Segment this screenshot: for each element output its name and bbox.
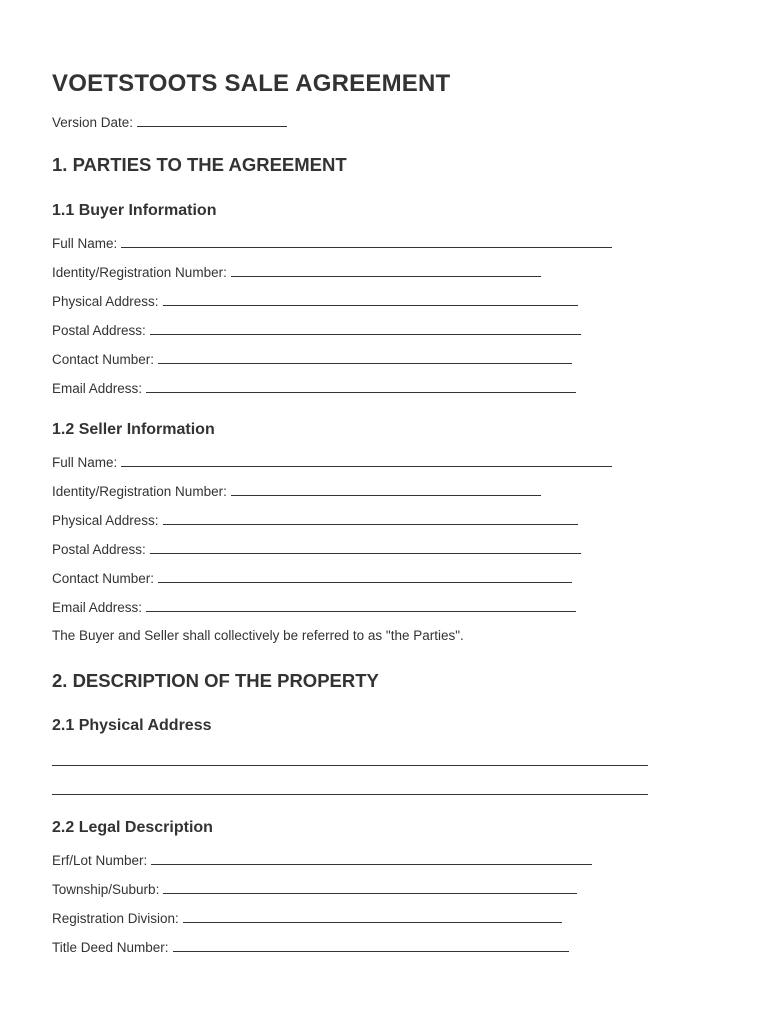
buyer-physical-address-field[interactable]: [163, 293, 578, 306]
legal-description-heading: 2.2 Legal Description: [52, 819, 213, 836]
seller-contact-number-row: [52, 570, 572, 586]
seller-contact-number-label: Contact Number:: [52, 571, 155, 586]
property-address-line-1: [52, 753, 648, 769]
buyer-id-number-label: Identity/Registration Number:: [52, 265, 227, 280]
title-deed-number-label: Title Deed Number:: [52, 940, 169, 955]
buyer-contact-number-label: Contact Number:: [52, 352, 155, 367]
buyer-full-name-row: [52, 235, 612, 251]
section-1-heading: 1. PARTIES TO THE AGREEMENT: [52, 154, 347, 175]
buyer-id-number-row: [52, 264, 541, 280]
township-suburb-label: Township/Suburb:: [52, 882, 160, 897]
seller-full-name-field[interactable]: [121, 454, 612, 467]
version-date-row: [52, 114, 287, 130]
physical-address-heading: 2.1 Physical Address: [52, 717, 212, 734]
seller-info-heading: 1.2 Seller Information: [52, 421, 215, 438]
version-date-label: Version Date:: [52, 115, 134, 130]
buyer-full-name-field[interactable]: [121, 235, 612, 248]
erf-lot-number-row: [52, 852, 592, 868]
seller-email-address-label: Email Address:: [52, 600, 143, 615]
erf-lot-number-label: Erf/Lot Number:: [52, 853, 148, 868]
seller-postal-address-field[interactable]: [150, 541, 581, 554]
seller-email-address-field[interactable]: [146, 599, 576, 612]
buyer-contact-number-field[interactable]: [158, 351, 572, 364]
township-suburb-row: [52, 881, 577, 897]
erf-lot-number-field[interactable]: [151, 852, 592, 865]
seller-email-address-row: [52, 599, 576, 615]
buyer-physical-address-label: Physical Address:: [52, 294, 159, 309]
registration-division-label: Registration Division:: [52, 911, 179, 926]
seller-id-number-label: Identity/Registration Number:: [52, 484, 227, 499]
seller-id-number-field[interactable]: [231, 483, 541, 496]
parties-note: The Buyer and Seller shall collectively be referred to as "the Parties".: [52, 628, 464, 643]
buyer-physical-address-row: [52, 293, 578, 309]
section-2-heading: 2. DESCRIPTION OF THE PROPERTY: [52, 670, 379, 691]
buyer-email-address-label: Email Address:: [52, 381, 143, 396]
buyer-id-number-field[interactable]: [231, 264, 541, 277]
buyer-postal-address-field[interactable]: [150, 322, 581, 335]
property-address-line-2: [52, 782, 648, 798]
title-deed-number-row: [52, 939, 569, 955]
buyer-full-name-label: Full Name:: [52, 236, 118, 251]
buyer-postal-address-label: Postal Address:: [52, 323, 146, 338]
township-suburb-field[interactable]: [163, 881, 577, 894]
property-address-field-2[interactable]: [52, 782, 648, 795]
buyer-postal-address-row: [52, 322, 581, 338]
buyer-info-heading: 1.1 Buyer Information: [52, 202, 217, 219]
title-deed-number-field[interactable]: [173, 939, 569, 952]
buyer-contact-number-row: [52, 351, 572, 367]
seller-id-number-row: [52, 483, 541, 499]
document-title: VOETSTOOTS SALE AGREEMENT: [52, 70, 451, 97]
seller-postal-address-row: [52, 541, 581, 557]
seller-postal-address-label: Postal Address:: [52, 542, 146, 557]
buyer-email-address-field[interactable]: [146, 380, 576, 393]
seller-physical-address-row: [52, 512, 578, 528]
seller-physical-address-label: Physical Address:: [52, 513, 159, 528]
property-address-field-1[interactable]: [52, 753, 648, 766]
buyer-email-address-row: [52, 380, 576, 396]
seller-physical-address-field[interactable]: [163, 512, 578, 525]
seller-contact-number-field[interactable]: [158, 570, 572, 583]
seller-full-name-label: Full Name:: [52, 455, 118, 470]
registration-division-row: [52, 910, 562, 926]
version-date-field[interactable]: [137, 114, 287, 127]
seller-full-name-row: [52, 454, 612, 470]
registration-division-field[interactable]: [183, 910, 562, 923]
